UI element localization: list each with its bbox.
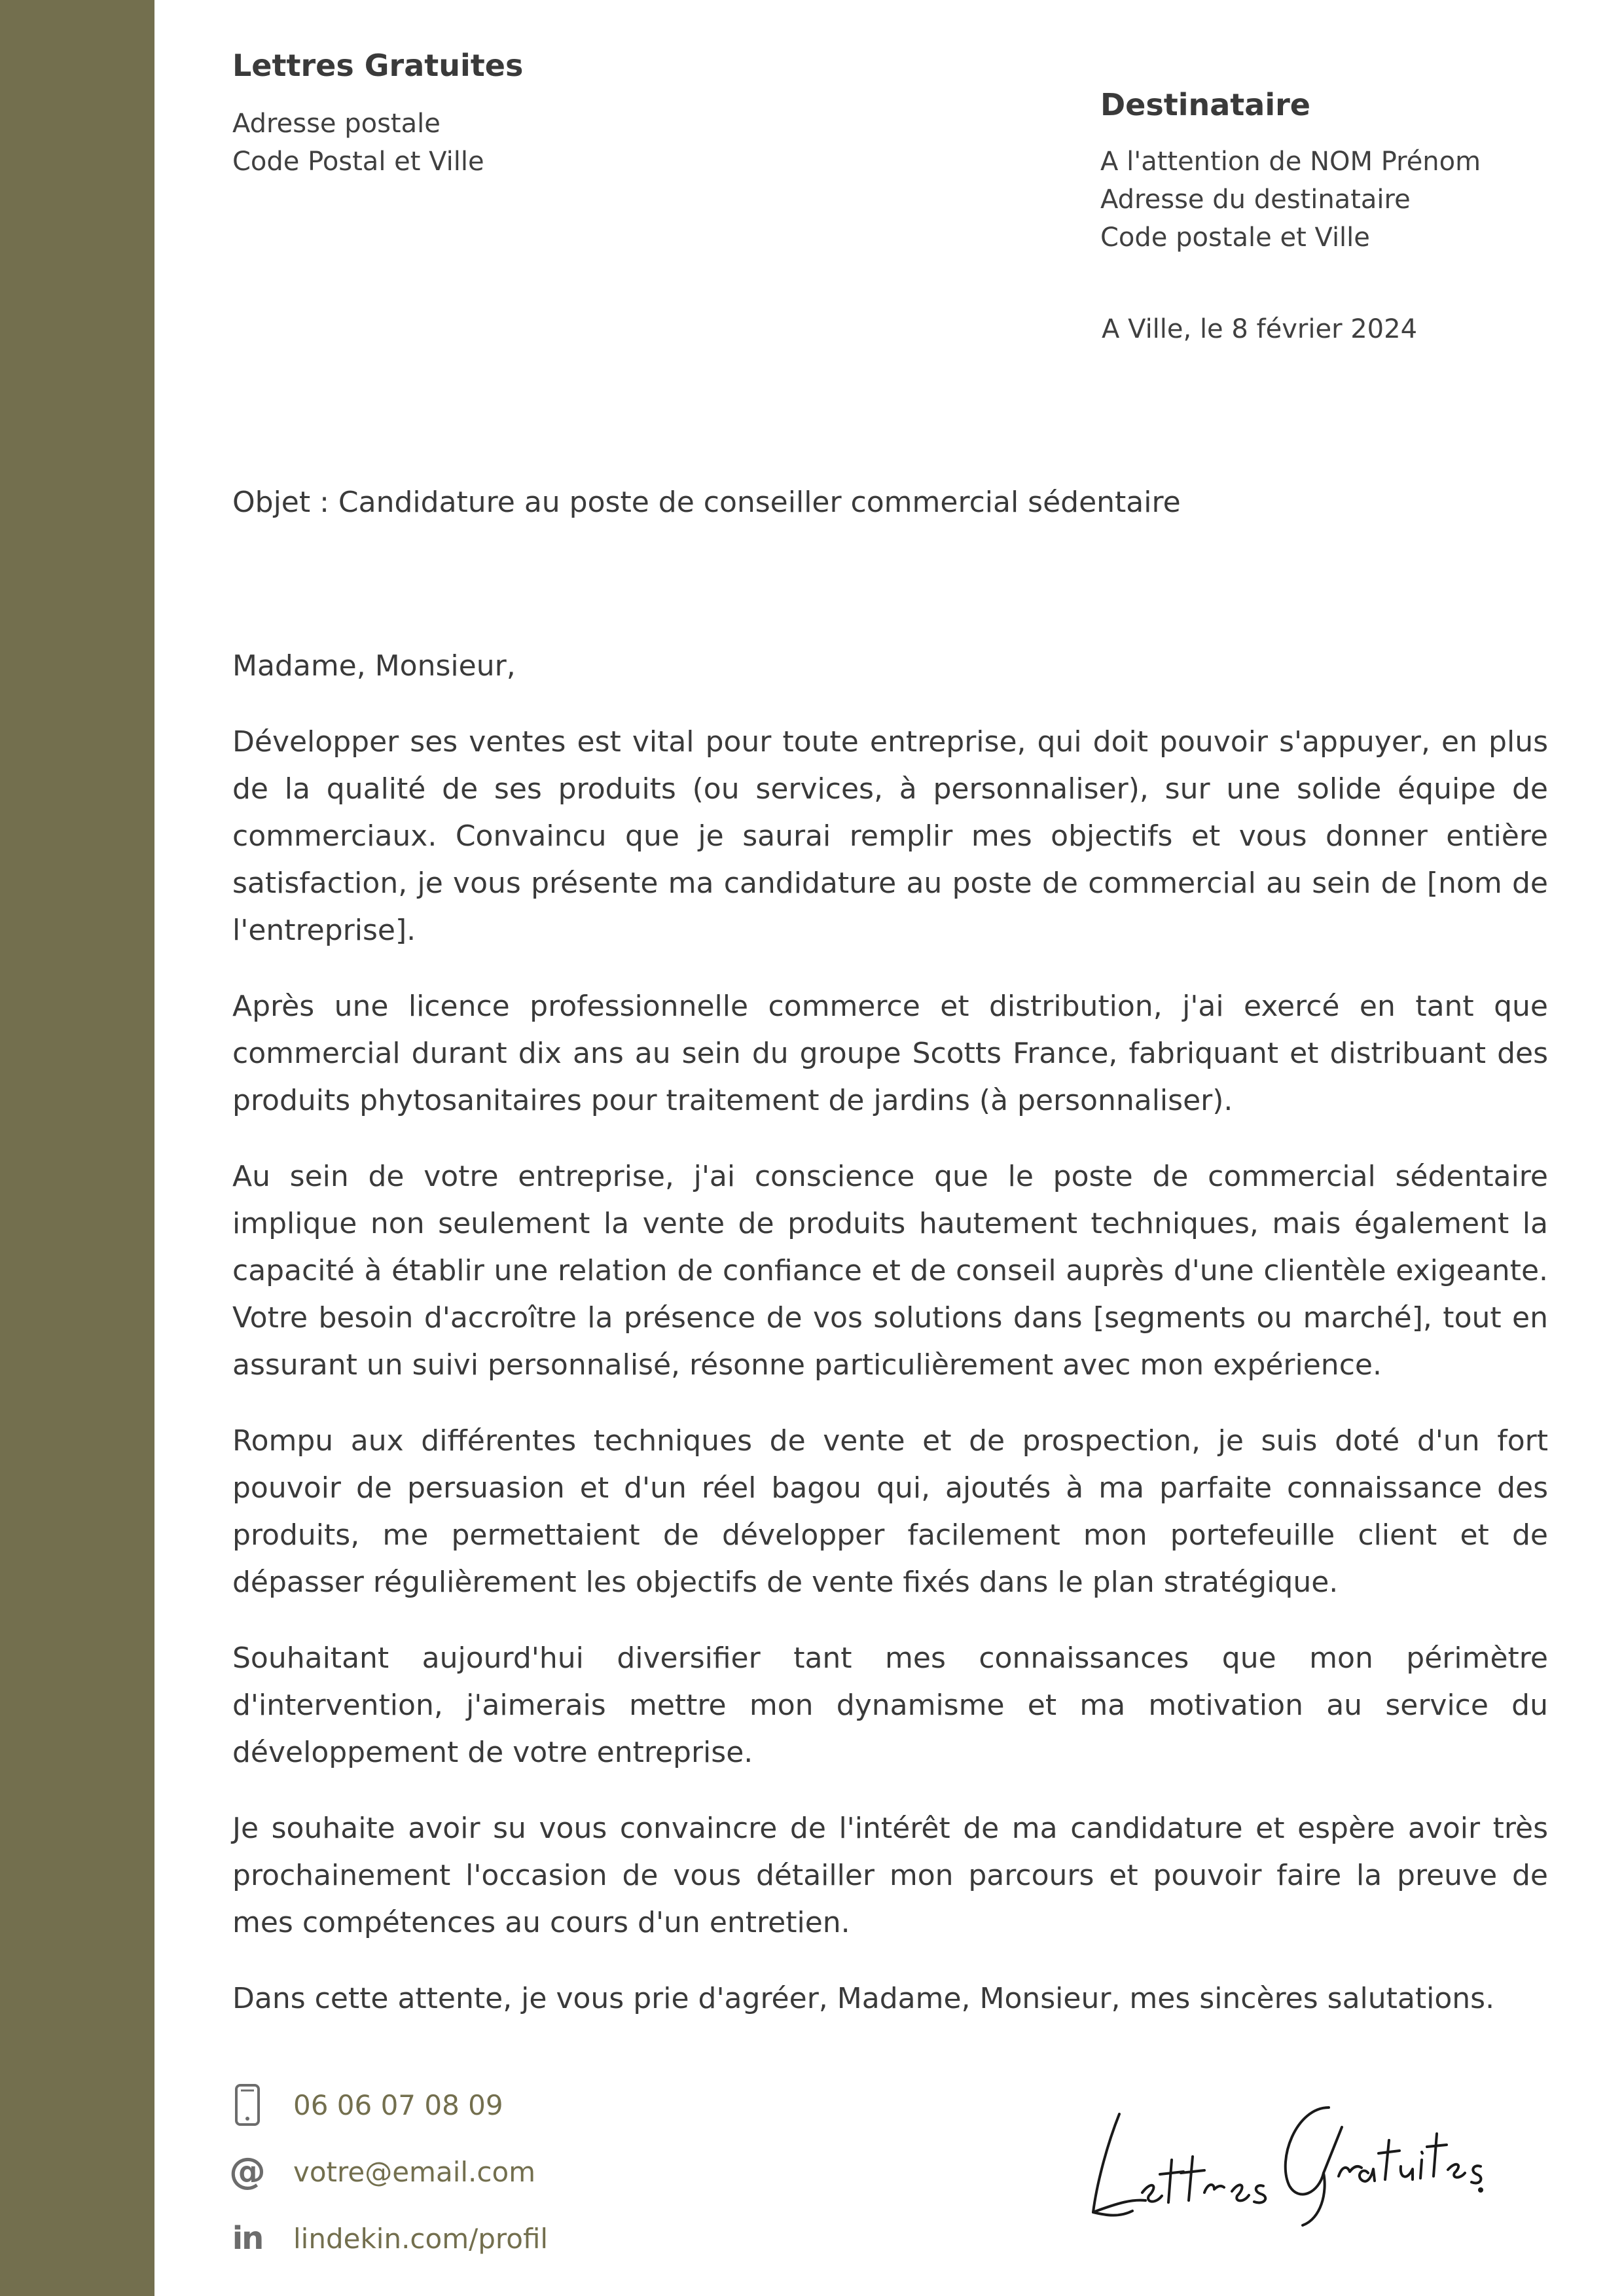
letter-paragraph-2: Après une licence professionnelle commerce et distribution, j'ai exercé en tant que commercial durant dix ans au sein du groupe Scotts France, fabriquant et distribuant des produits phytosanitaires pour traitement de jardins (à personnaliser). <box>232 990 1548 1117</box>
recipient-title: Destinataire <box>1100 87 1310 122</box>
recipient-block <box>1100 85 1611 257</box>
at-sign-icon: @ <box>229 2150 266 2193</box>
contact-email-row <box>229 2148 818 2195</box>
contact-linkedin[interactable]: lindekin.com/profil <box>293 2222 549 2255</box>
letter-closing: Dans cette attente, je vous prie d'agréer, Madame, Monsieur, mes sincères salutations. <box>232 1982 1495 2015</box>
letter-subject: Objet : Candidature au poste de conseiller commercial sédentaire <box>232 486 1181 519</box>
recipient-attention: A l'attention de NOM Prénom <box>1100 147 1481 177</box>
contact-linkedin-row <box>229 2215 818 2262</box>
letter-paragraph-4: Rompu aux différentes techniques de vente et de prospection, je suis doté d'un fort pouvoir de persuasion et d'un réel bagou qui, ajoutés à ma parfaite connaissance des produits, me permettaient de développer facilement mon portefeuille client et de dépasser régulièrement les objectifs de vente fixés dans le plan stratégique. <box>232 1424 1548 1599</box>
signature-logo <box>1080 2062 1486 2232</box>
letter-paragraph-3: Au sein de votre entreprise, j'ai conscience que le poste de commercial sédentaire implique non seulement la vente de produits hautement techniques, mais également la capacité à établir une relation de confiance et de conseil auprès d'une clientèle exigeante. Votre besoin d'accroître la présence de vos solutions dans [segments ou marché], tout en assurant un suivi personnalisé, résonne particulièrement avec mon expérience. <box>232 1160 1548 1382</box>
mobile-phone-icon <box>229 2081 266 2128</box>
letter-date: A Ville, le 8 février 2024 <box>1102 314 1418 344</box>
contact-phone-row <box>229 2081 818 2128</box>
letter-paragraph-1: Développer ses ventes est vital pour toute entreprise, qui doit pouvoir s'appuyer, en plus de la qualité de ses produits (ou services, à personnaliser), sur une solide équipe de commerciaux. Convaincu que je saurai remplir mes objectifs et vous donner entière satisfaction, je vous présente ma candidature au poste de commercial au sein de [nom de l'entreprise]. <box>232 725 1548 947</box>
linkedin-icon: in <box>232 2220 263 2257</box>
sender-block <box>232 46 887 181</box>
letter-body <box>232 643 1548 2051</box>
contact-phone[interactable]: 06 06 07 08 09 <box>293 2089 503 2121</box>
contact-email[interactable]: votre@email.com <box>293 2155 536 2188</box>
recipient-address: Adresse du destinataire <box>1100 185 1411 215</box>
sidebar-band <box>0 0 154 2296</box>
letter-paragraph-6: Je souhaite avoir su vous convaincre de l'intérêt de ma candidature et espère avoir très prochainement l'occasion de vous détailler mon parcours et pouvoir faire la preuve de mes compétences au cours d'un entretien. <box>232 1812 1548 1939</box>
recipient-city: Code postale et Ville <box>1100 223 1370 253</box>
letter-greeting: Madame, Monsieur, <box>232 649 516 683</box>
letter-paragraph-5: Souhaitant aujourd'hui diversifier tant mes connaissances que mon périmètre d'intervention, j'aimerais mettre mon dynamisme et ma motivation au service du développement de votre entreprise. <box>232 1641 1548 1769</box>
sender-address-line1: Adresse postale <box>232 109 441 139</box>
sender-name: Lettres Gratuites <box>232 48 524 83</box>
contact-block <box>229 2081 818 2282</box>
sender-address-line2: Code Postal et Ville <box>232 147 484 177</box>
